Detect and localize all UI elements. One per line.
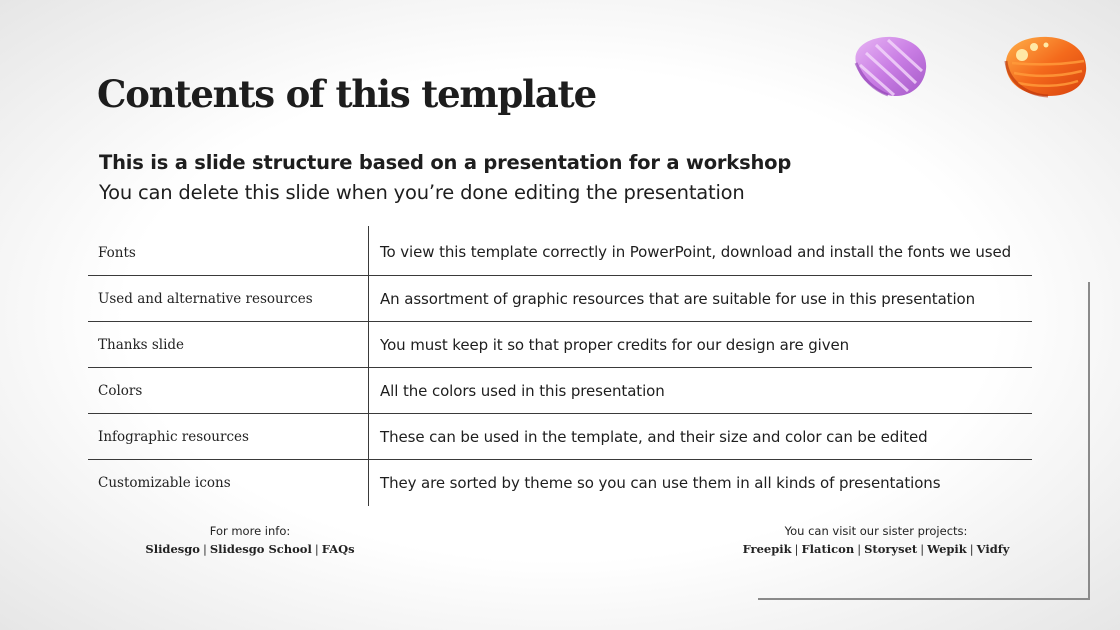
link-storyset[interactable]: Storyset [864, 542, 918, 556]
table-row [88, 226, 1032, 276]
footer-heading: You can visit our sister projects: [784, 524, 968, 538]
page-title: Contents of this template [97, 72, 596, 116]
link-freepik[interactable]: Freepik [742, 542, 792, 556]
footer-heading: For more info: [209, 524, 291, 538]
link-wepik[interactable]: Wepik [927, 542, 967, 556]
row-label: Customizable icons [88, 460, 369, 506]
row-label: Fonts [88, 226, 369, 275]
row-label: Thanks slide [88, 322, 369, 367]
row-description: They are sorted by theme so you can use them in all kinds of presentations [380, 474, 941, 492]
footer-sister-projects [716, 524, 1036, 556]
separator: | [857, 542, 862, 556]
orange-shell-icon [1000, 33, 1090, 99]
slide-subtitle: This is a slide structure based on a presentation for a workshop [99, 151, 792, 174]
link-vidfy[interactable]: Vidfy [976, 542, 1010, 556]
link-slidesgo-school[interactable]: Slidesgo School [209, 542, 312, 556]
row-description: These can be used in the template, and their size and color can be edited [380, 427, 928, 446]
table-row [88, 368, 1032, 414]
link-flaticon[interactable]: Flaticon [801, 542, 855, 556]
link-faqs[interactable]: FAQs [321, 542, 355, 556]
purple-shell-icon [848, 33, 932, 99]
row-description: To view this template correctly in PowerPoint, download and install the fonts we used [380, 242, 1012, 261]
table-row [88, 414, 1032, 460]
row-label: Used and alternative resources [88, 276, 369, 321]
row-description: All the colors used in this presentation [380, 381, 665, 400]
table-row [88, 322, 1032, 368]
table-row [88, 460, 1032, 506]
table-row [88, 276, 1032, 322]
contents-table [88, 226, 1032, 506]
footer-more-info [130, 524, 370, 556]
footer-links [130, 542, 370, 556]
separator: | [969, 542, 974, 556]
row-description: An assortment of graphic resources that are suitable for use in this presentation [380, 289, 975, 308]
separator: | [314, 542, 319, 556]
row-description: You must keep it so that proper credits for our design are given [380, 335, 850, 354]
separator: | [920, 542, 925, 556]
row-label: Colors [88, 368, 369, 413]
separator: | [794, 542, 799, 556]
slide-description: You can delete this slide when you’re done editing the presentation [99, 181, 745, 204]
row-label: Infographic resources [88, 414, 369, 459]
link-slidesgo[interactable]: Slidesgo [145, 542, 200, 556]
separator: | [202, 542, 207, 556]
footer-links [716, 542, 1036, 556]
